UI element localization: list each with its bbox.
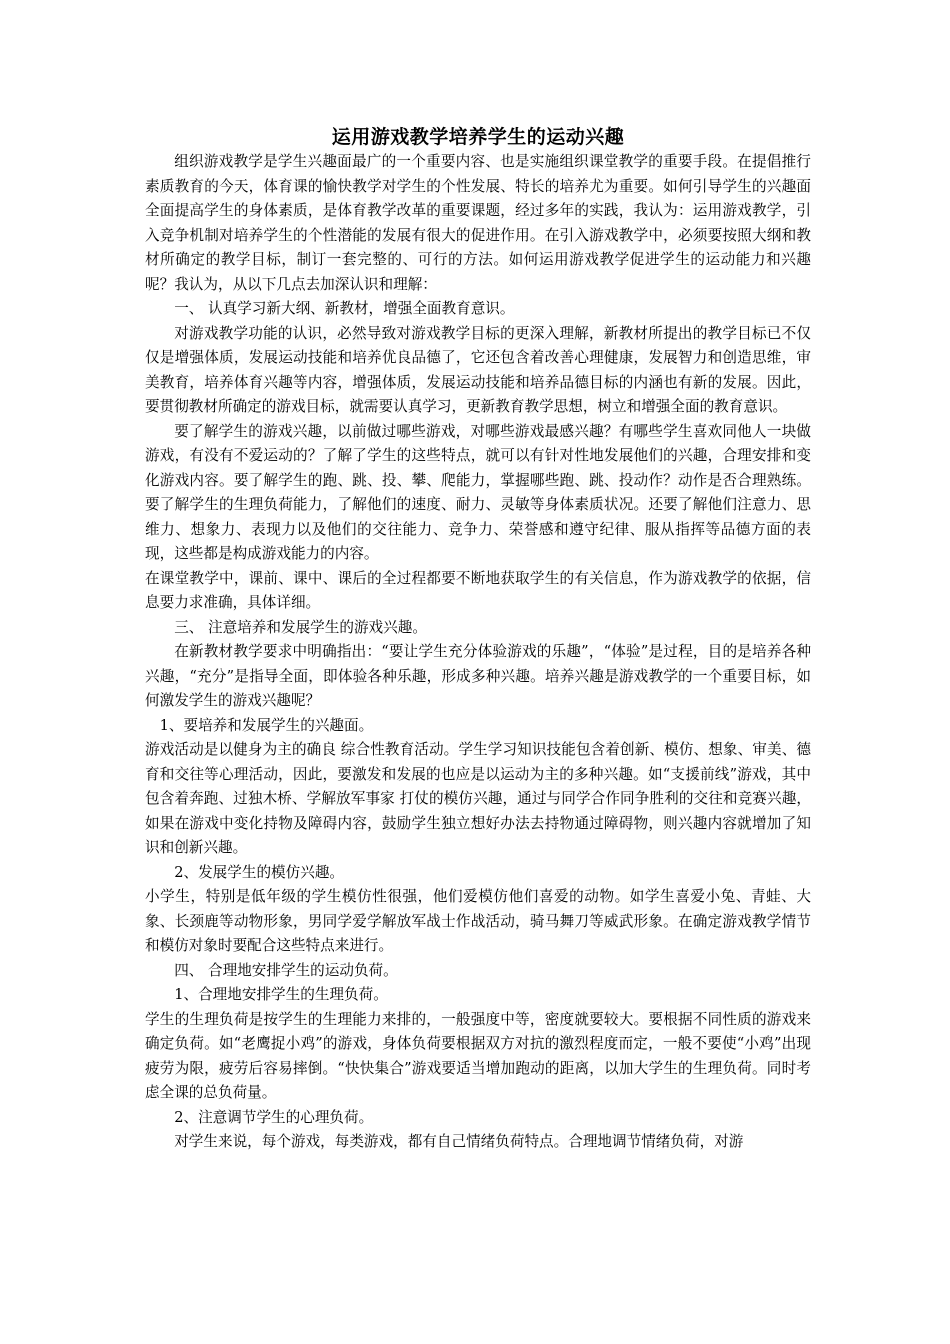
paragraph: 在新教材教学要求中明确指出：“要让学生充分体验游戏的乐趣”，“体验”是过程，目的是培养各种兴趣，“充分”是指导全面，即体验各种乐趣，形成多种兴趣。培养兴趣是游戏教学的一个重要目标，如何激发学生的游戏兴趣呢？ xyxy=(145,643,811,709)
paragraph: 对学生来说，每个游戏，每类游戏，都有自己情绪负荷特点。合理地调节情绪负荷，对游 xyxy=(174,1133,744,1150)
document-title: 运用游戏教学培养学生的运动兴趣 xyxy=(331,126,625,148)
paragraph: 组织游戏教学是学生兴趣面最广的一个重要内容、也是实施组织课堂教学的重要手段。在提倡推行素质教育的今天，体育课的愉快教学对学生的个性发展、特长的培养尤为重要。如何引导学生的兴趣面全面提高学生的身体素质，是体育教学改革的重要课题，经过多年的实践，我认为：运用游戏教学，引入竞争机制对培养学生的个性潜能的发展有很大的促进作用。在引入游戏教学中，必须要按照大纲和教材所确定的教学目标，制订一套完整的、可行的方法。如何运用游戏教学促进学生的运动能力和兴趣呢？我认为，从以下几点去加深认识和理解： xyxy=(145,153,811,293)
paragraph: 2、注意调节学生的心理负荷。 xyxy=(174,1108,374,1126)
document-body xyxy=(145,150,811,1155)
paragraph: 1、要培养和发展学生的兴趣面。 xyxy=(159,716,374,734)
paragraph: 对游戏教学功能的认识，必然导致对游戏教学目标的更深入理解，新教材所提出的教学目标已不仅仅是增强体质，发展运动技能和培养优良品德了，它还包含着改善心理健康，发展智力和创造思维，审美教育，培养体育兴趣等内容，增强体质，发展运动技能和培养品德目标的内涵也有新的发展。因此，要贯彻教材所确定的游戏目标，就需要认真学习，更新教育教学思想，树立和增强全面的教育意识。 xyxy=(145,324,811,415)
paragraph: 四、 合理地安排学生的运动负荷。 xyxy=(174,961,398,979)
paragraph: 2、发展学生的模仿兴趣。 xyxy=(174,863,345,881)
paragraph: 在课堂教学中，课前、课中、课后的全过程都要不断地获取学生的有关信息，作为游戏教学的依据，信息要力求准确，具体详细。 xyxy=(145,569,811,611)
paragraph: 小学生，特别是低年级的学生模仿性很强，他们爱模仿他们喜爱的动物。如学生喜爱小兔、青蛙、大象、长颈鹿等动物形象，男同学爱学解放军战士作战活动，骑马舞刀等威武形象。在确定游戏教学情节和模仿对象时要配合这些特点来进行。 xyxy=(145,888,811,954)
paragraph: 1、合理地安排学生的生理负荷。 xyxy=(174,986,388,1003)
paragraph: 要了解学生的游戏兴趣，以前做过哪些游戏，对哪些游戏最感兴趣？有哪些学生喜欢同他人一块做游戏，有没有不爱运动的？了解了学生的这些特点，就可以有针对性地发展他们的兴趣，合理安排和变化游戏内容。要了解学生的跑、跳、投、攀、爬能力，掌握哪些跑、跳、投动作？动作是否合理熟练。要了解学生的生理负荷能力，了解他们的速度、耐力、灵敏等身体素质状况。还要了解他们注意力、思维力、想象力、表现力以及他们的交往能力、竞争力、荣誉感和遵守纪律、服从指挥等品德方面的表现，这些都是构成游戏能力的内容。 xyxy=(145,422,811,562)
paragraph: 游戏活动是以健身为主的确良 综合性教育活动。学生学习知识技能包含着创新、模仿、想象、审美、德育和交往等心理活动，因此，要激发和发展的也应是以运动为主的多种兴趣。如“支援前线”游戏，其中包含着奔跑、过独木桥、学解放军事家 打仗的模仿兴趣，通过与同学合作同争胜利的交往和竞赛兴趣，如果在游戏中变化持物及障碍内容，鼓励学生独立想好办法去持物通过障碍物，则兴趣内容就增加了知识和创新兴趣。 xyxy=(145,741,811,856)
paragraph: 学生的生理负荷是按学生的生理能力来排的，一般强度中等，密度就要较大。要根据不同性质的游戏来确定负荷。如“老鹰捉小鸡”的游戏，身体负荷要根据双方对抗的激烈程度而定，一般不要使“小鸡”出现疲劳为限，疲劳后容易摔倒。“快快集合”游戏要适当增加跑动的距离，以加大学生的生理负荷。同时考虑全课的总负荷量。 xyxy=(145,1010,811,1101)
paragraph: 三、 注意培养和发展学生的游戏兴趣。 xyxy=(174,618,427,636)
paragraph: 一、 认真学习新大纲、新教材，增强全面教育意识。 xyxy=(174,300,515,317)
document-page xyxy=(145,124,811,1155)
